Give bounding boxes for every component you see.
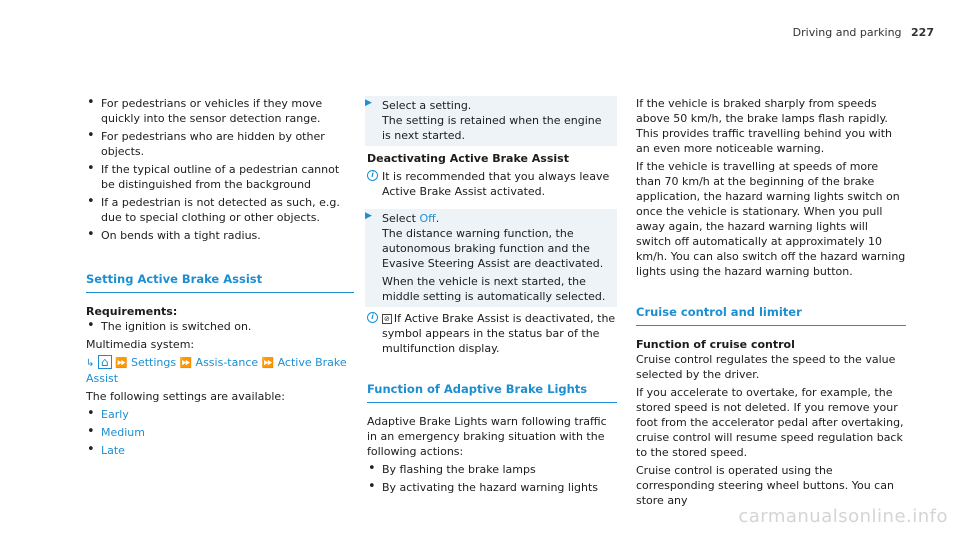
column-middle (367, 96, 617, 498)
note-recommendation (367, 169, 617, 199)
requirements-label: Requirements: (86, 305, 178, 318)
section-heading-adaptive-brake-lights: Function of Adaptive Brake Lights (367, 382, 617, 403)
paragraph: Cruise control is operated using the corresponding steering wheel buttons. You can store any (636, 464, 894, 507)
list-item: • If a pedestrian is not detected as such, e.g. due to special clothing or other objects. (86, 195, 354, 225)
note-text: It is recommended that you always leave Active Brake Assist activated. (382, 170, 610, 198)
menu-path-start-icon: ↳ (86, 358, 95, 369)
settings-intro: The following settings are available: (86, 390, 285, 403)
column-right (636, 96, 906, 511)
option-off[interactable]: Off (419, 212, 436, 225)
column-left (86, 96, 354, 461)
step-text: The setting is retained when the engine is next started. (382, 114, 602, 142)
menu-path-separator-icon: ⏩ (261, 358, 275, 369)
step-title (382, 211, 613, 226)
step-suffix: . (435, 212, 440, 225)
step-select-setting (365, 96, 617, 146)
paragraph: If you accelerate to overtake, for example, the stored speed is not deleted. If you remove your foot from the accelerator pedal after overtaking, cruise control will resume speed regulation back to the stored speed. (636, 386, 904, 459)
step-arrow-icon: ▶ (365, 211, 372, 221)
menu-path-separator-icon: ⏩ (179, 358, 193, 369)
system-label: Multimedia system: (86, 338, 195, 351)
deactivating-heading: Deactivating Active Brake Assist (367, 152, 569, 165)
step-arrow-icon: ▶ (365, 98, 372, 108)
requirement-item: • The ignition is switched on. (86, 319, 354, 334)
list-item: • If the typical outline of a pedestrian cannot be distinguished from the background (86, 162, 354, 192)
menu-path-settings[interactable]: Settings (130, 356, 177, 369)
info-icon: i (367, 170, 378, 181)
paragraph: Adaptive Brake Lights warn following traffic in an emergency braking situation with the following actions: (367, 415, 607, 458)
section-title: Driving and parking (792, 26, 902, 39)
subheading-function: Function of cruise control (636, 338, 795, 351)
step-select-off (365, 209, 617, 307)
step-title: Select a setting. (382, 99, 472, 112)
paragraph: If the vehicle is travelling at speeds of more than 70 km/h at the beginning of the brake application, the hazard warning lights switch on once the vehicle is stationary. When you pull away again, the hazard warning lights will switch off automatically at approximately 10 km/h. You can also switch off the hazard warning lights using the hazard warning button. (636, 160, 906, 278)
list-item: • On bends with a tight radius. (86, 228, 354, 243)
home-icon: ⌂ (98, 355, 112, 369)
step-text-2: When the vehicle is next started, the middle setting is automatically selected. (382, 275, 606, 303)
page-number: 227 (911, 26, 934, 39)
list-item: • For pedestrians or vehicles if they move quickly into the sensor detection range. (86, 96, 354, 126)
watermark: carmanualsonline.info (738, 506, 948, 527)
menu-path (86, 355, 354, 386)
menu-path-assistance[interactable]: Assis-tance (195, 356, 259, 369)
list-item: • By flashing the brake lamps (367, 462, 617, 477)
note-text: If Active Brake Assist is deactivated, the symbol appears in the status bar of the multifunction display. (382, 312, 616, 355)
menu-path-separator-icon: ⏩ (115, 358, 128, 369)
menu-path-active-brake-assist[interactable]: Active Brake Assist (86, 356, 347, 385)
note-deactivated (367, 311, 617, 356)
info-icon: i (367, 312, 378, 323)
running-head (793, 26, 934, 39)
paragraph: Cruise control regulates the speed to the value selected by the driver. (636, 353, 896, 381)
step-text: The distance warning function, the autonomous braking function and the Evasive Steering Assist are deactivated. (382, 227, 604, 270)
option-late[interactable]: • Late (86, 443, 354, 458)
brake-assist-off-icon: ⊘ (384, 315, 390, 323)
list-item: • For pedestrians who are hidden by other objects. (86, 129, 354, 159)
paragraph: If the vehicle is braked sharply from speeds above 50 km/h, the brake lamps flash rapidly. This provides traffic travelling behind you with an even more noticeable warning. (636, 97, 893, 155)
list-item: • By activating the hazard warning lights (367, 480, 617, 495)
section-heading-cruise-control: Cruise control and limiter (636, 305, 906, 326)
step-prefix: Select (382, 212, 420, 225)
section-heading-setting-abs: Setting Active Brake Assist (86, 272, 354, 293)
option-medium[interactable]: • Medium (86, 425, 354, 440)
option-early[interactable]: • Early (86, 407, 354, 422)
